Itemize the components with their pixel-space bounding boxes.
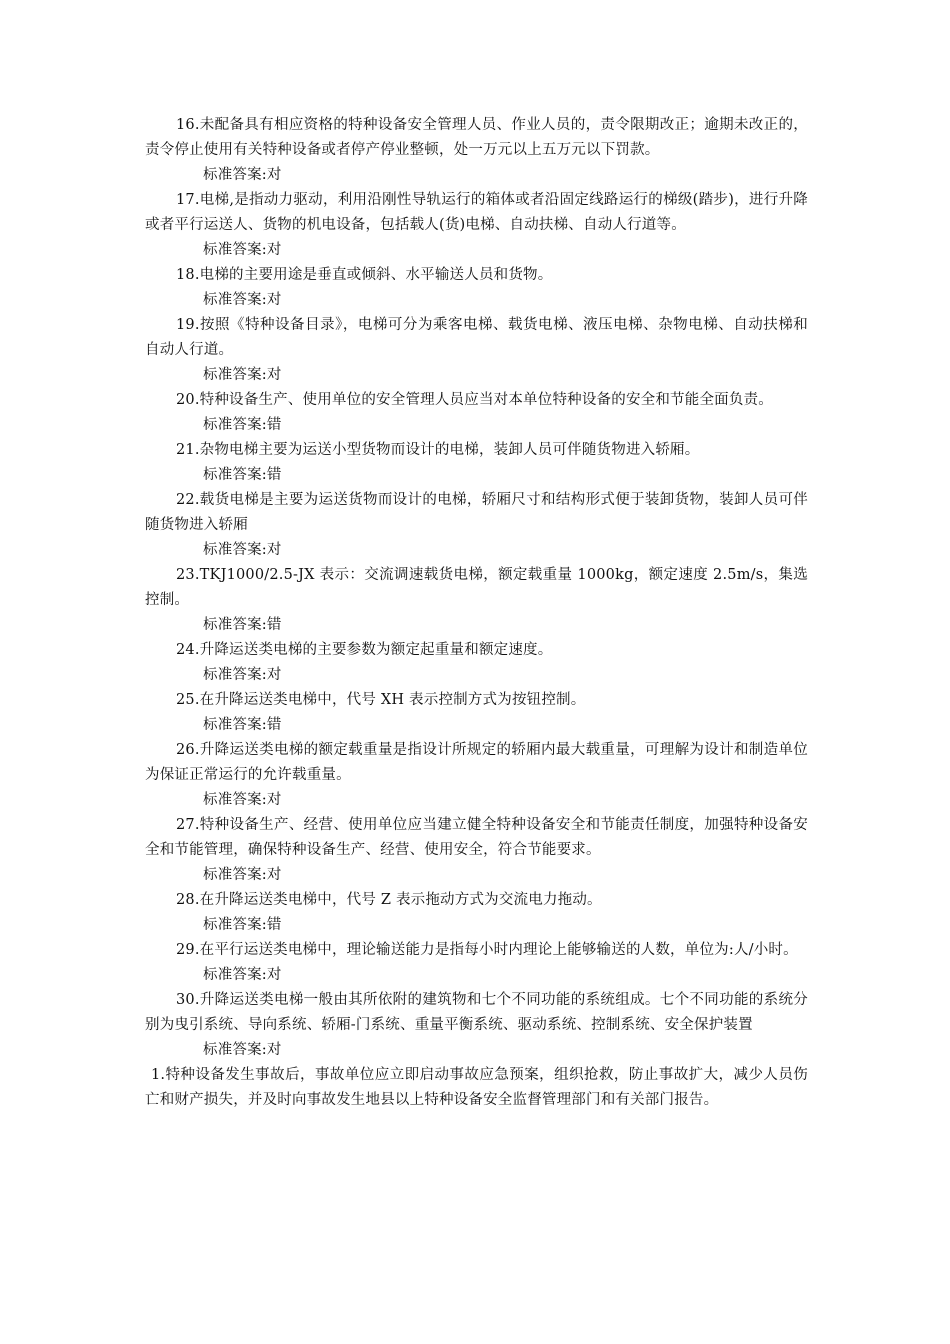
question-26: 26.升降运送类电梯的额定载重量是指设计所规定的轿厢内最大载重量，可理解为设计和制造单位为保证正常运行的允许载重量。 <box>145 742 808 783</box>
question-17: 17.电梯,是指动力驱动，利用沿刚性导轨运行的箱体或者沿固定线路运行的梯级(踏步)，进行升降或者平行运送人、货物的机电设备，包括载人(货)电梯、自动扶梯、自动人行道等。 <box>145 192 808 233</box>
answer-23: 标准答案:错 <box>203 617 282 633</box>
question-24: 24.升降运送类电梯的主要参数为额定起重量和额定速度。 <box>176 642 553 658</box>
question-1: 1.特种设备发生事故后，事故单位应立即启动事故应急预案，组织抢救，防止事故扩大，减少人员伤亡和财产损失，并及时向事故发生地县以上特种设备安全监督管理部门和有关部门报告。 <box>145 1067 808 1108</box>
answer-20: 标准答案:错 <box>203 417 282 433</box>
answer-22: 标准答案:对 <box>203 542 282 558</box>
question-20: 20.特种设备生产、使用单位的安全管理人员应当对本单位特种设备的安全和节能全面负责。 <box>176 392 773 408</box>
question-19: 19.按照《特种设备目录》，电梯可分为乘客电梯、载货电梯、液压电梯、杂物电梯、自动扶梯和自动人行道。 <box>145 317 808 358</box>
answer-19: 标准答案:对 <box>203 367 282 383</box>
answer-24: 标准答案:对 <box>203 667 282 683</box>
question-18: 18.电梯的主要用途是垂直或倾斜、水平输送人员和货物。 <box>176 267 553 283</box>
question-16: 16.未配备具有相应资格的特种设备安全管理人员、作业人员的，责令限期改正；逾期未改正的，责令停止使用有关特种设备或者停产停业整顿，处一万元以上五万元以下罚款。 <box>145 117 808 158</box>
question-27: 27.特种设备生产、经营、使用单位应当建立健全特种设备安全和节能责任制度，加强特种设备安全和节能管理，确保特种设备生产、经营、使用安全，符合节能要求。 <box>145 817 808 858</box>
answer-21: 标准答案:错 <box>203 467 282 483</box>
answer-16: 标准答案:对 <box>203 167 282 183</box>
answer-26: 标准答案:对 <box>203 792 282 808</box>
answer-17: 标准答案:对 <box>203 242 282 258</box>
answer-25: 标准答案:错 <box>203 717 282 733</box>
question-22: 22.载货电梯是主要为运送货物而设计的电梯，轿厢尺寸和结构形式便于装卸货物，装卸人员可伴随货物进入轿厢 <box>145 492 808 533</box>
question-30: 30.升降运送类电梯一般由其所依附的建筑物和七个不同功能的系统组成。七个不同功能的系统分别为曳引系统、导向系统、轿厢-门系统、重量平衡系统、驱动系统、控制系统、安全保护装置 <box>145 992 808 1033</box>
answer-18: 标准答案:对 <box>203 292 282 308</box>
question-21: 21.杂物电梯主要为运送小型货物而设计的电梯，装卸人员可伴随货物进入轿厢。 <box>176 442 700 458</box>
question-23: 23.TKJ1000/2.5-JX 表示：交流调速载货电梯，额定载重量 1000kg，额定速度 2.5m/s，集选控制。 <box>145 567 808 608</box>
answer-30: 标准答案:对 <box>203 1042 282 1058</box>
question-29: 29.在平行运送类电梯中，理论输送能力是指每小时内理论上能够输送的人数，单位为:人/小时。 <box>176 942 798 958</box>
question-list <box>145 113 808 1113</box>
question-25: 25.在升降运送类电梯中，代号 XH 表示控制方式为按钮控制。 <box>176 692 586 708</box>
question-28: 28.在升降运送类电梯中，代号 Z 表示拖动方式为交流电力拖动。 <box>176 892 602 908</box>
answer-28: 标准答案:错 <box>203 917 282 933</box>
answer-27: 标准答案:对 <box>203 867 282 883</box>
answer-29: 标准答案:对 <box>203 967 282 983</box>
